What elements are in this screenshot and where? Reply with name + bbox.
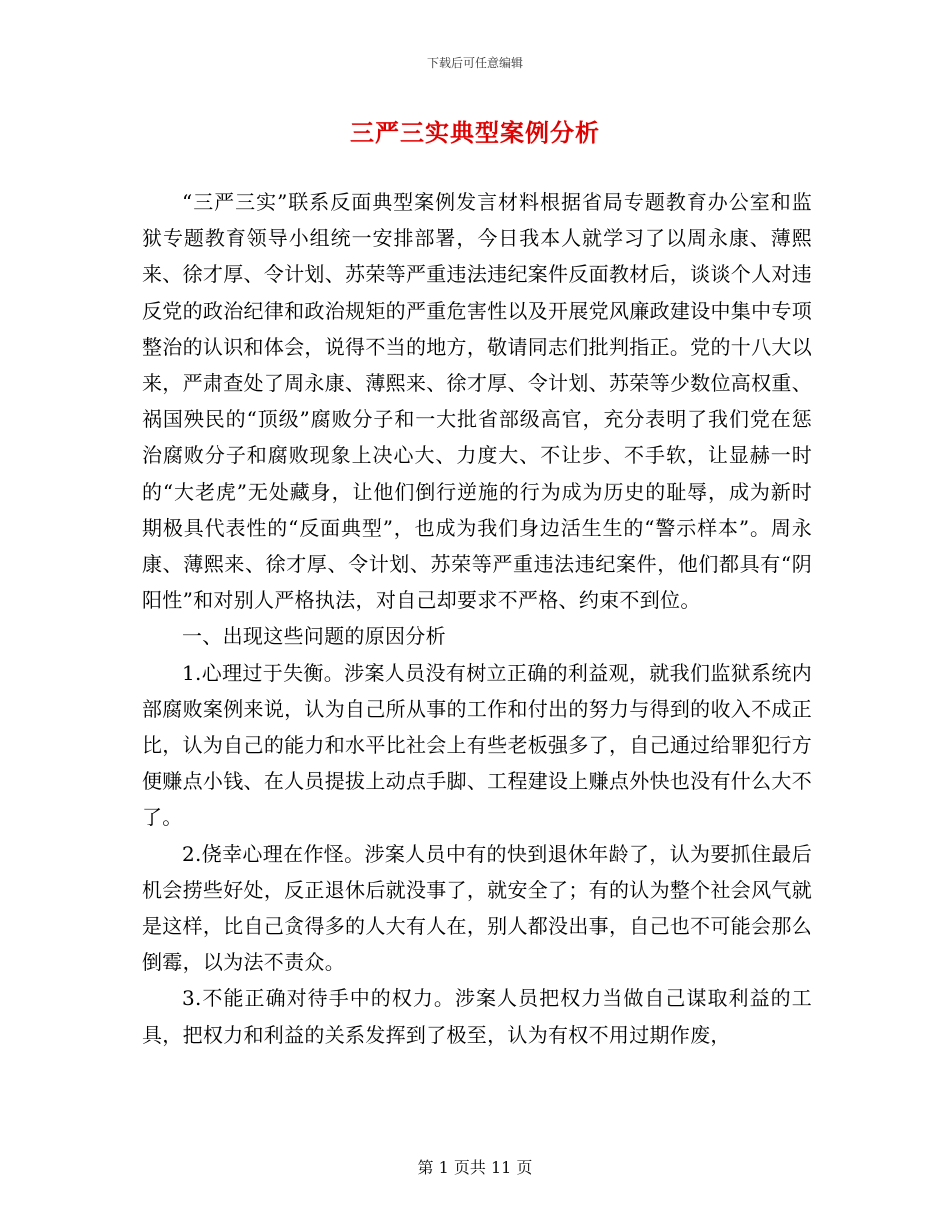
paragraph-point-3: 3.不能正确对待手中的权力。涉案人员把权力当做自己谋取利益的工具，把权力和利益的关系发挥到了极至，认为有权不用过期作废，	[142, 986, 812, 1047]
paragraph-point-2: 2.侥幸心理在作怪。涉案人员中有的快到退休年龄了，认为要抓住最后机会捞些好处，反正退休后就没事了，就安全了；有的认为整个社会风气就是这样，比自己贪得多的人大有人在，别人都没出事，自己也不可能会那么倒霉，以为法不责众。	[142, 841, 812, 975]
section-heading-causes: 一、出现这些问题的原因分析	[182, 624, 446, 649]
paragraph-intro: “三严三实”联系反面典型案例发言材料根据省局专题教育办公室和监狱专题教育领导小组统一安排部署，今日我本人就学习了以周永康、薄熙来、徐才厚、令计划、苏荣等严重违法违纪案件反面教材后，谈谈个人对违反党的政治纪律和政治规矩的严重危害性以及开展党风廉政建设中集中专项整治的认识和体会，说得不当的地方，敬请同志们批判指正。党的十八大以来，严肃查处了周永康、薄熙来、徐才厚、令计划、苏荣等少数位高权重、祸国殃民的“顶级”腐败分子和一大批省部级高官，充分表明了我们党在惩治腐败分子和腐败现象上决心大、力度大、不让步、不手软，让显赫一时的“大老虎”无处藏身，让他们倒行逆施的行为成为历史的耻辱，成为新时期极具代表性的“反面典型”，也成为我们身边活生生的“警示样本”。周永康、薄熙来、徐才厚、令计划、苏荣等严重违法违纪案件，他们都具有“阴阳性”和对别人严格执法，对自己却要求不严格、约束不到位。	[142, 190, 812, 613]
document-body	[142, 184, 812, 1053]
page-number-footer: 第 1 页共 11 页	[417, 1158, 533, 1177]
document-title: 三严三实典型案例分析	[350, 119, 600, 147]
header-note: 下载后可任意编辑	[426, 56, 523, 70]
paragraph-point-1: 1.心理过于失衡。涉案人员没有树立正确的利益观，就我们监狱系统内部腐败案例来说，认为自己所从事的工作和付出的努力与得到的收入不成正比，认为自己的能力和水平比社会上有些老板强多了，自己通过给罪犯行方便赚点小钱、在人员提拔上动点手脚、工程建设上赚点外快也没有什么大不了。	[142, 660, 812, 830]
